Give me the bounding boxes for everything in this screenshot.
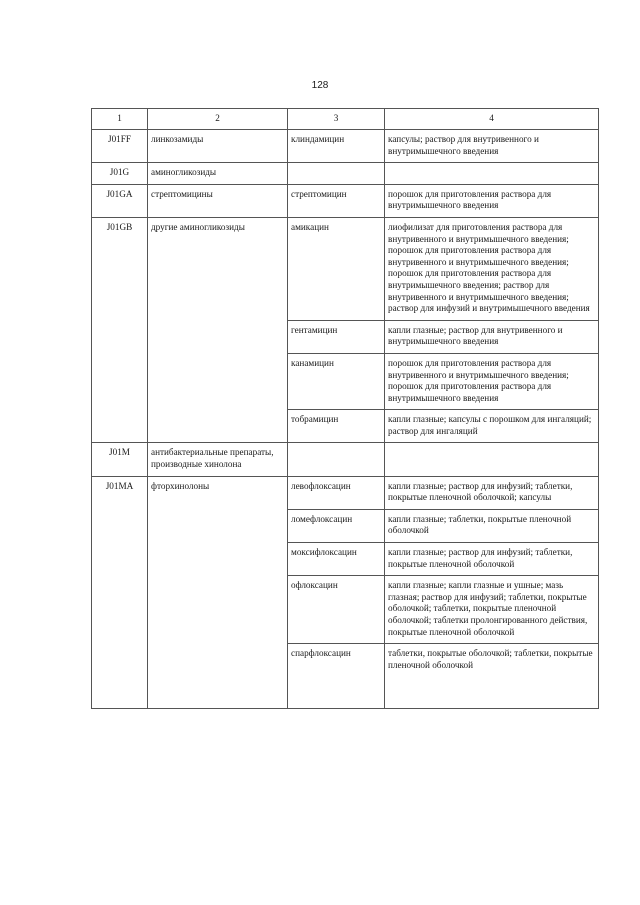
table-row — [92, 184, 599, 217]
header-row — [92, 109, 599, 130]
header-cell: 2 — [148, 109, 288, 130]
dosage-forms-cell — [385, 163, 599, 185]
dosage-forms-cell: капли глазные; раствор для инфузий; таблетки, покрытые пленочной оболочкой — [385, 543, 599, 576]
drug-name-cell: стрептомицин — [288, 184, 385, 217]
dosage-forms-cell: капли глазные; раствор для внутривенного и внутримышечного введения — [385, 320, 599, 353]
drug-name-cell: канамицин — [288, 353, 385, 409]
dosage-forms-cell: порошок для приготовления раствора для внутримышечного введения — [385, 184, 599, 217]
dosage-forms-cell: лиофилизат для приготовления раствора для внутривенного и внутримышечного введения; порошок для приготовления раствора для внутривенного и внутримышечного введения; порошок для приготовления раствора для внутримышечного введения; раствор для внутривенного и внутримышечного введения; раствор для инфузий и внутримышечного введения — [385, 217, 599, 320]
drug-name-cell: тобрамицин — [288, 410, 385, 443]
atc-code-cell: J01G — [92, 163, 148, 185]
dosage-forms-cell: капли глазные; таблетки, покрытые пленочной оболочкой — [385, 509, 599, 542]
table-row — [92, 476, 599, 509]
drug-name-cell — [288, 443, 385, 476]
drug-table — [91, 108, 599, 709]
atc-code-cell: J01FF — [92, 130, 148, 163]
dosage-forms-cell: капли глазные; капсулы с порошком для ингаляций; раствор для ингаляций — [385, 410, 599, 443]
table-row — [92, 443, 599, 476]
drug-name-cell — [288, 163, 385, 185]
group-name-cell: линкозамиды — [148, 130, 288, 163]
atc-code-cell: J01GA — [92, 184, 148, 217]
header-cell: 3 — [288, 109, 385, 130]
group-name-cell: антибактериальные препараты, производные хинолона — [148, 443, 288, 476]
header-cell: 1 — [92, 109, 148, 130]
dosage-forms-cell: капсулы; раствор для внутривенного и внутримышечного введения — [385, 130, 599, 163]
group-name-cell: аминогликозиды — [148, 163, 288, 185]
table-row — [92, 130, 599, 163]
atc-code-cell: J01MA — [92, 476, 148, 709]
page-number: 128 — [311, 80, 329, 91]
drug-name-cell: клиндамицин — [288, 130, 385, 163]
dosage-forms-cell: таблетки, покрытые оболочкой; таблетки, покрытые пленочной оболочкой — [385, 644, 599, 709]
drug-name-cell: гентамицин — [288, 320, 385, 353]
atc-code-cell: J01GB — [92, 217, 148, 443]
dosage-forms-cell: капли глазные; раствор для инфузий; таблетки, покрытые пленочной оболочкой; капсулы — [385, 476, 599, 509]
drug-name-cell: спарфлоксацин — [288, 644, 385, 709]
drug-name-cell: ломефлоксацин — [288, 509, 385, 542]
dosage-forms-cell — [385, 443, 599, 476]
group-name-cell: стрептомицины — [148, 184, 288, 217]
atc-code-cell: J01M — [92, 443, 148, 476]
drug-name-cell: моксифлоксацин — [288, 543, 385, 576]
group-name-cell: фторхинолоны — [148, 476, 288, 709]
group-name-cell: другие аминогликозиды — [148, 217, 288, 443]
table-row — [92, 163, 599, 185]
dosage-forms-cell: порошок для приготовления раствора для внутривенного и внутримышечного введения; порошок для приготовления раствора для внутримышечного введения — [385, 353, 599, 409]
drug-name-cell: левофлоксацин — [288, 476, 385, 509]
header-cell: 4 — [385, 109, 599, 130]
table-row — [92, 217, 599, 320]
drug-name-cell: офлоксацин — [288, 576, 385, 644]
drug-name-cell: амикацин — [288, 217, 385, 320]
dosage-forms-cell: капли глазные; капли глазные и ушные; мазь глазная; раствор для инфузий; таблетки, покрытые оболочкой; таблетки, покрытые пленочной оболочкой; таблетки пролонгированного действия, покрытые пленочной оболочкой — [385, 576, 599, 644]
